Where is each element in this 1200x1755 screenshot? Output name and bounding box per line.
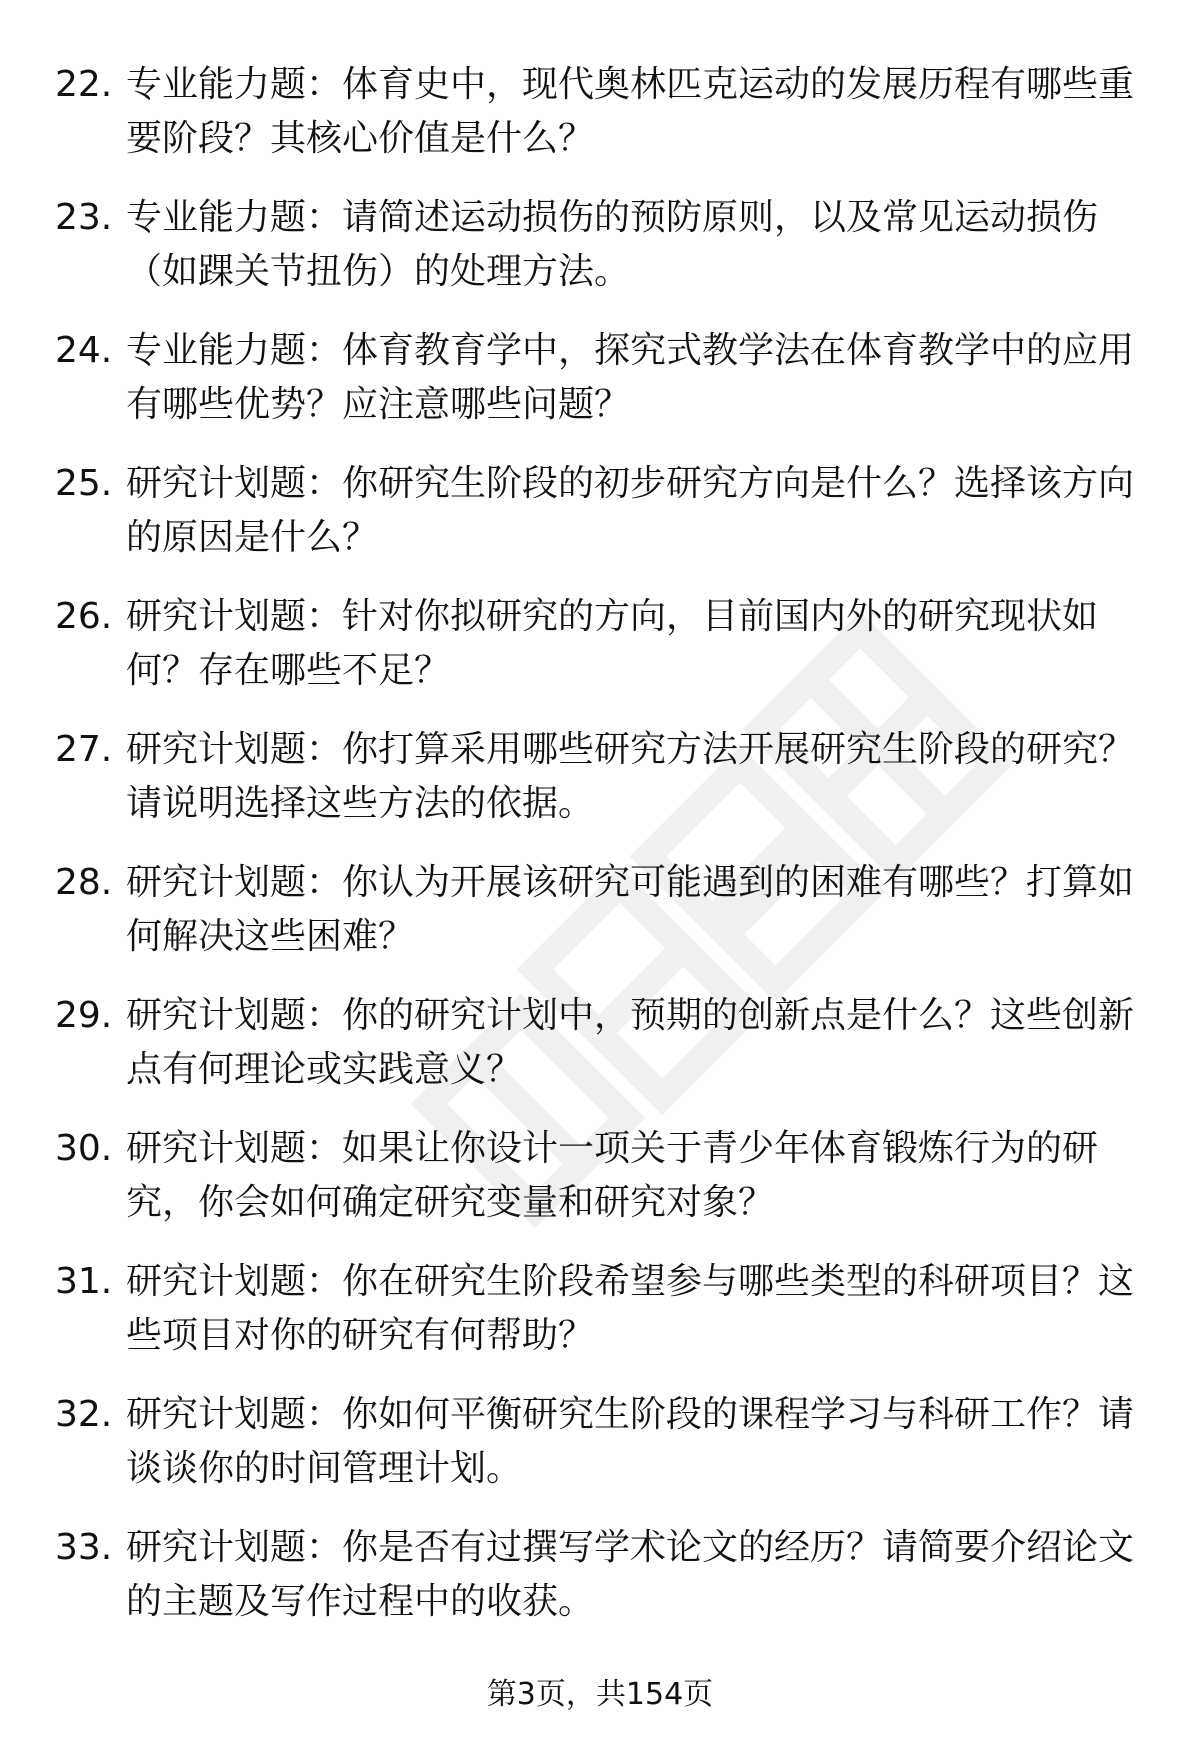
- question-text: [126, 856, 1146, 964]
- question-text-line: 研究计划题：你是否有过撰写学术论文的经历？请简要介绍论文: [126, 1527, 1135, 1568]
- question-number: 29.: [55, 995, 113, 1036]
- question-text-line: 究，你会如何确定研究变量和研究对象？: [126, 1182, 775, 1223]
- question-text-line: （如踝关节扭伤）的处理方法。: [126, 251, 631, 292]
- question-item: [0, 989, 1200, 1122]
- question-number: 24.: [55, 330, 113, 371]
- page-number: 第3页，共154页: [486, 1677, 714, 1712]
- question-number: 31.: [55, 1261, 113, 1302]
- question-number: 25.: [55, 463, 113, 504]
- question-text-line: 点有何理论或实践意义？: [126, 1049, 523, 1090]
- question-item: [0, 590, 1200, 723]
- question-text-line: 研究计划题：如果让你设计一项关于青少年体育锻炼行为的研: [126, 1128, 1099, 1169]
- question-number: 26.: [55, 596, 113, 637]
- question-text: [126, 191, 1146, 299]
- question-text-line: 研究计划题：你认为开展该研究可能遇到的困难有哪些？打算如: [126, 862, 1135, 903]
- question-text-line: 研究计划题：你的研究计划中，预期的创新点是什么？这些创新: [126, 995, 1135, 1036]
- question-text: [126, 989, 1146, 1097]
- question-text: [126, 1521, 1146, 1629]
- question-text: [126, 723, 1146, 831]
- question-text-line: 研究计划题：你打算采用哪些研究方法开展研究生阶段的研究？: [126, 729, 1135, 770]
- question-text-line: 研究计划题：你研究生阶段的初步研究方向是什么？选择该方向: [126, 463, 1135, 504]
- question-text-line: 的主题及写作过程中的收获。: [126, 1581, 595, 1622]
- question-item: [0, 1255, 1200, 1388]
- question-list: [0, 58, 1200, 1654]
- question-text-line: 请说明选择这些方法的依据。: [126, 783, 595, 824]
- question-text: [126, 1255, 1146, 1363]
- question-item: [0, 191, 1200, 324]
- question-text-line: 研究计划题：你在研究生阶段希望参与哪些类型的科研项目？这: [126, 1261, 1135, 1302]
- question-text: [126, 324, 1146, 432]
- question-number: 27.: [55, 729, 113, 770]
- question-item: [0, 58, 1200, 191]
- question-number: 30.: [55, 1128, 113, 1169]
- question-text: [126, 590, 1146, 698]
- question-text-line: 谈谈你的时间管理计划。: [126, 1448, 523, 1489]
- question-number: 23.: [55, 197, 113, 238]
- question-text: [126, 58, 1146, 166]
- question-item: [0, 856, 1200, 989]
- question-text-line: 的原因是什么？: [126, 517, 379, 558]
- question-text-line: 何？存在哪些不足？: [126, 650, 451, 691]
- question-item: [0, 1122, 1200, 1255]
- question-text-line: 专业能力题：请简述运动损伤的预防原则，以及常见运动损伤: [126, 197, 1099, 238]
- question-item: [0, 1388, 1200, 1521]
- question-number: 32.: [55, 1394, 113, 1435]
- question-text-line: 有哪些优势？应注意哪些问题？: [126, 384, 631, 425]
- question-text: [126, 457, 1146, 565]
- question-item: [0, 457, 1200, 590]
- question-text: [126, 1122, 1146, 1230]
- question-number: 22.: [55, 64, 113, 105]
- question-text-line: 些项目对你的研究有何帮助？: [126, 1315, 595, 1356]
- question-number: 33.: [55, 1527, 113, 1568]
- question-item: [0, 723, 1200, 856]
- question-text-line: 研究计划题：你如何平衡研究生阶段的课程学习与科研工作？请: [126, 1394, 1135, 1435]
- question-text: [126, 1388, 1146, 1496]
- question-text-line: 要阶段？其核心价值是什么？: [126, 118, 595, 159]
- question-text-line: 专业能力题：体育史中，现代奥林匹克运动的发展历程有哪些重: [126, 64, 1135, 105]
- question-text-line: 专业能力题：体育教育学中，探究式教学法在体育教学中的应用: [126, 330, 1135, 371]
- question-text-line: 研究计划题：针对你拟研究的方向，目前国内外的研究现状如: [126, 596, 1099, 637]
- question-item: [0, 324, 1200, 457]
- question-text-line: 何解决这些困难？: [126, 916, 415, 957]
- question-item: [0, 1521, 1200, 1654]
- question-number: 28.: [55, 862, 113, 903]
